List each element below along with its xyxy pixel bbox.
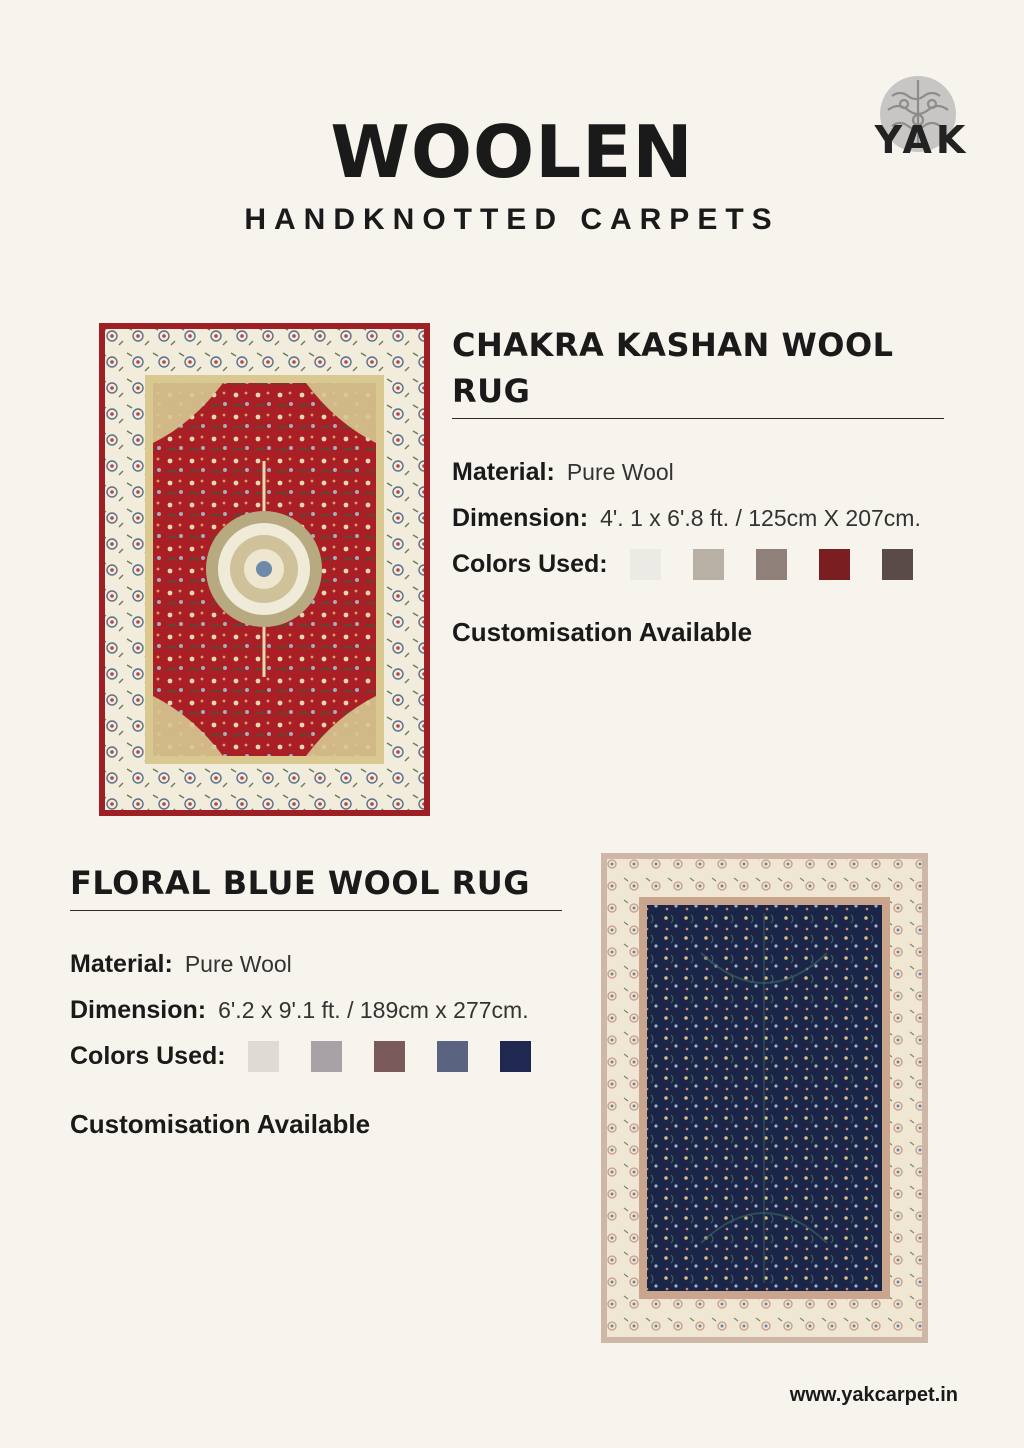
colors-label: Colors Used: bbox=[452, 550, 608, 578]
material-label: Material: bbox=[70, 950, 173, 978]
customisation-note: Customisation Available bbox=[452, 617, 753, 647]
material-row bbox=[452, 455, 972, 489]
color-swatch bbox=[630, 549, 661, 580]
page-subtitle: HANDKNOTTED CARPETS bbox=[244, 203, 780, 236]
color-swatches bbox=[630, 549, 913, 580]
product-info-floral-blue bbox=[70, 860, 590, 1141]
floral-blue-rug-image bbox=[601, 853, 928, 1343]
dimension-label: Dimension: bbox=[452, 504, 589, 532]
dimension-value: 6'.2 x 9'.1 ft. / 189cm x 277cm. bbox=[218, 997, 529, 1023]
color-swatch bbox=[500, 1041, 531, 1072]
dimension-label: Dimension: bbox=[70, 996, 207, 1024]
website-link[interactable]: www.yakcarpet.in bbox=[789, 1384, 958, 1406]
dimension-value: 4'. 1 x 6'.8 ft. / 125cm X 207cm. bbox=[600, 505, 921, 531]
brand-logo bbox=[862, 74, 982, 166]
material-value: Pure Wool bbox=[184, 951, 292, 977]
dimension-row bbox=[452, 501, 972, 535]
colors-row bbox=[452, 547, 972, 581]
colors-row bbox=[70, 1039, 590, 1073]
colors-label: Colors Used: bbox=[70, 1042, 226, 1070]
material-label: Material: bbox=[452, 458, 555, 486]
page-title: WOOLEN bbox=[330, 110, 694, 194]
product-title: FLORAL BLUE WOOL RUG bbox=[70, 864, 530, 902]
customisation-note: Customisation Available bbox=[70, 1109, 371, 1139]
product-title: CHAKRA KASHAN WOOL RUG bbox=[452, 326, 894, 410]
color-swatch bbox=[756, 549, 787, 580]
material-value: Pure Wool bbox=[566, 459, 674, 485]
color-swatches bbox=[248, 1041, 531, 1072]
dimension-row bbox=[70, 993, 590, 1027]
color-swatch bbox=[819, 549, 850, 580]
logo-wordmark: YAK bbox=[874, 118, 970, 162]
color-swatch bbox=[374, 1041, 405, 1072]
title-divider bbox=[452, 418, 944, 419]
product-info-chakra-kashan bbox=[452, 322, 972, 649]
color-swatch bbox=[693, 549, 724, 580]
color-swatch bbox=[311, 1041, 342, 1072]
chakra-kashan-rug-image bbox=[99, 323, 430, 816]
material-row bbox=[70, 947, 590, 981]
color-swatch bbox=[882, 549, 913, 580]
color-swatch bbox=[248, 1041, 279, 1072]
color-swatch bbox=[437, 1041, 468, 1072]
title-divider bbox=[70, 910, 562, 911]
